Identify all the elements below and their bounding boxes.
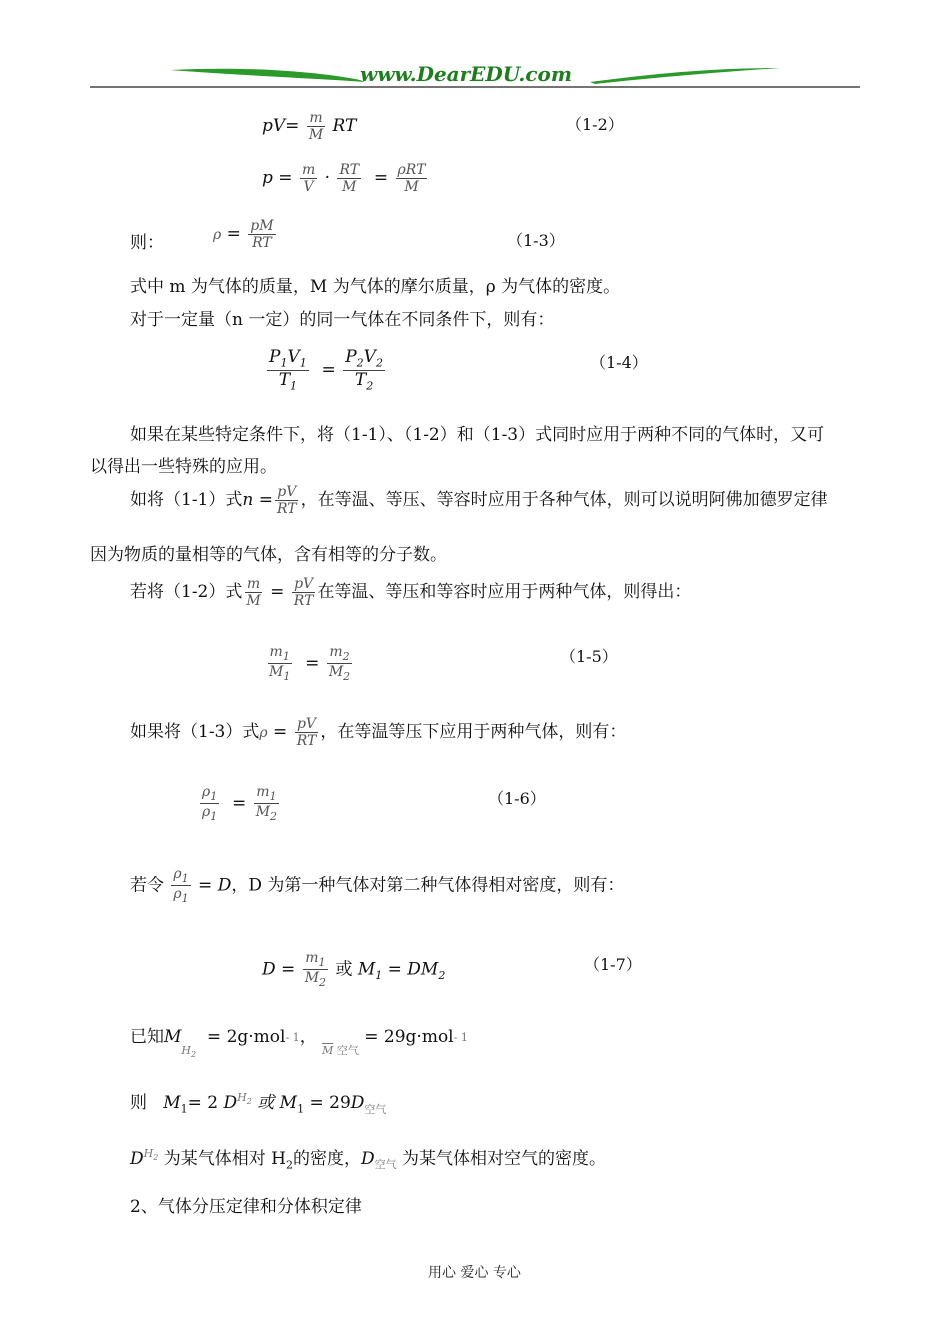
paragraph-relative-density-pre: 若令 [130,875,164,896]
equation-number-1-4: （1-4） [590,353,648,372]
footer-text: 用心 爱心 专心 [428,1265,521,1281]
paragraph-eq12-apply: 若将（1-2）式 $\frac{m}{M}$ = $\frac{pV}{RT}$ 在等温、等压和等容时应用于两种气体，则得出： [130,576,692,610]
molar-mass-air: = 29g·mol [364,1027,454,1047]
paragraph-eq12-post: 在等温、等压和等容时应用于两种气体，则得出： [317,582,692,603]
molar-mass-h2: = 2g·mol [206,1027,286,1047]
paragraph-relative-density: 若令 $\frac{\rho_1}{\rho_1}$ = D，D 为第一种气体对第二种气体得相对密度，则有： [130,866,625,906]
header-logo-text: www.DearEDU.com [360,62,573,86]
equation-number-1-7: （1-7） [584,955,642,974]
equation-number-1-6: （1-6） [488,789,546,808]
equation-1-3: ρ = $\frac{pM}{RT}$ [213,218,274,252]
header-logo [90,58,860,92]
section-heading: 2、气体分压定律和分体积定律 [130,1197,362,1217]
paragraph-avogadro-post: ，在等温、等压、等容时应用于各种气体，则可以说明阿佛加德罗定律 [300,490,828,511]
air-label-3: 空气 [374,1158,397,1171]
paragraph-relative-density-post: ，D 为第一种气体对第二种气体得相对密度，则有： [231,875,625,896]
equation-1-6: $\frac{\rho_1}{\rho_1}$ = $\frac{m_1}{M_2}$ [202,784,278,824]
paragraph-known-sep: ， [299,1027,317,1047]
air-label-2: 空气 [364,1103,387,1116]
paragraph-eq13-apply: 如果将（1-3）式ρ = $\frac{pV}{RT}$ ，在等温等压下应用于两种气体，则有： [130,716,627,750]
equation-1-7-or: 或 [335,959,353,980]
equation-number-1-5: （1-5） [560,647,618,666]
paragraph-d-a: 为某气体相对 H [163,1149,286,1169]
paragraph-eq13-post: ，在等温等压下应用于两种气体，则有： [320,722,627,743]
paragraph-avogadro: 如将（1-1）式n = $\frac{pV}{RT}$ ，在等温、等压、等容时应用于各种气体，则可以说明阿佛加德罗定律 [130,484,828,518]
paragraph-m1-or: 或 [257,1093,275,1113]
equation-1-7: D = $\frac{m_1}{M_2}$ 或 $M_1 = DM_2$ [262,950,446,990]
paragraph-special-apps-line2: 以得出一些特殊的应用。 [90,457,277,477]
paragraph-eq13-pre: 如果将（1-3）式 [130,722,260,743]
air-label-1: 空气 [336,1044,359,1057]
equation-1-5: $\frac{m_1}{M_1}$ = $\frac{m_2}{M_2}$ [269,644,351,684]
paragraph-avogadro-line2: 因为物质的量相等的气体，含有相等的分子数。 [90,545,447,565]
equation-number-1-3: （1-3） [507,231,565,250]
equation-pressure: p = $\frac{m}{V}$ · $\frac{RT}{M}$ = $\frac{\text{ρRT}}{M}$ [262,162,426,196]
paragraph-fixed-amount: 对于一定量（n 一定）的同一气体在不同条件下，则有： [130,310,555,330]
paragraph-m1-relations: 则 $M_1= 2$ $D^{H_2}$ 或 $M_1 = 29D_{空气}$ [130,1091,387,1116]
paragraph-definitions: 式中 m 为气体的质量，M 为气体的摩尔质量，ρ 为气体的密度。 [130,277,621,297]
paragraph-d-definitions: $D^{H_2}$ 为某气体相对 $H_2$的密度，$D_{空气}$ 为某气体相对空气的密度。 [130,1147,607,1172]
paragraph-eq12-pre: 若将（1-2）式 [130,582,243,603]
equation-1-4: $\frac{P_1V_1}{T_1}$ = $\frac{P_2V_2}{T_2}$ [269,347,383,393]
equation-number-1-2: （1-2） [566,115,624,134]
paragraph-m1-pre: 则 [130,1093,147,1113]
paragraph-avogadro-pre: 如将（1-1）式 [130,490,243,511]
paragraph-d-c: 为某气体相对空气的密度。 [402,1149,607,1169]
paragraph-known-pre: 已知 [130,1027,164,1047]
paragraph-special-apps-line1: 如果在某些特定条件下，将（1-1）、（1-2）和（1-3）式同时应用于两种不同的气体时，又可 [130,425,825,445]
equation-1-3-prefix: 则： [130,233,164,253]
paragraph-known-molar-mass: 已知$M_{H_2} = 2g\cdot mol^{- 1}$， $_{\overline{M}}$ $_{空气}$ = 29g·mol$^{- 1}$ [130,1027,468,1060]
equation-1-2: pV= $\frac{m}{M}$ RT [262,110,357,144]
paragraph-d-b: 的密度， [292,1149,361,1169]
